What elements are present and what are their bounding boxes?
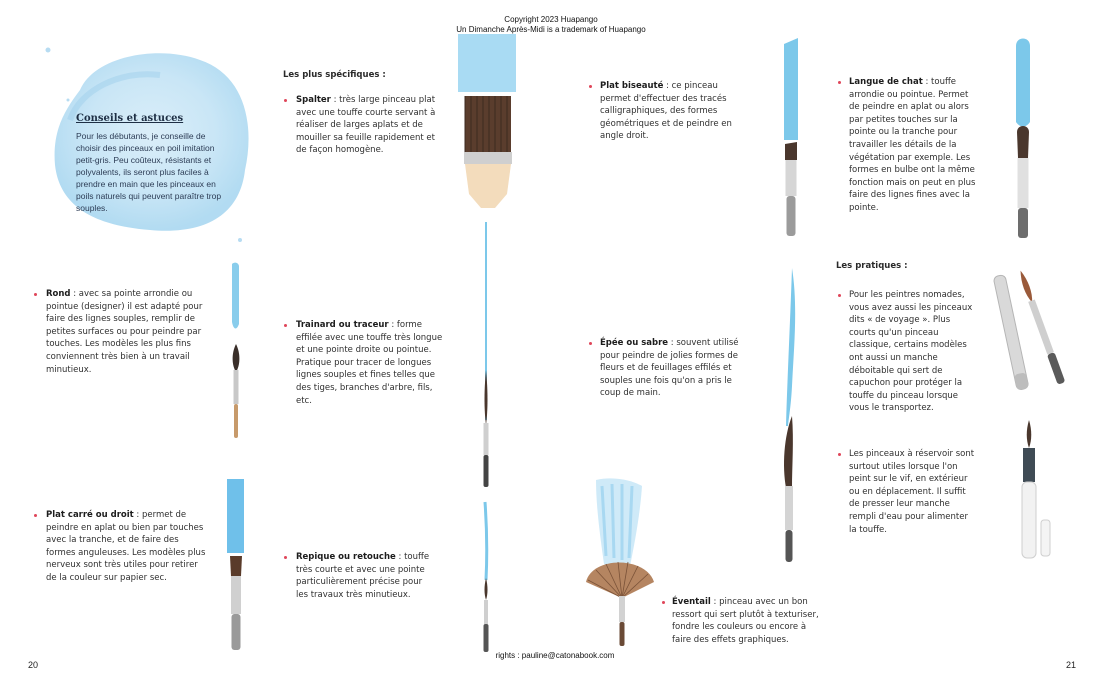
brush-langue-chat-text <box>849 76 977 215</box>
brush-plat-biseaute-name: Plat biseauté <box>600 81 664 91</box>
brush-epee-desc: : souvent utilisé pour peindre de jolies formes de fleurs et de feuillages effilés et souples une fois qu'on a pris le coup de main. <box>600 338 739 399</box>
page-number-left: 20 <box>28 660 39 670</box>
brush-rond-desc: : avec sa pointe arrondie ou pointue (designer) il est adapté pour faire des lignes souples, remplir de petites surfaces ou pour peindre par touches. Les modèles les plus fins conviennent très bien à un travail minutieux. <box>46 289 203 375</box>
brush-epee-name: Épée ou sabre <box>600 338 669 348</box>
page-number-right: 21 <box>1066 660 1077 670</box>
copyright-line: Copyright 2023 Huapango <box>504 15 598 24</box>
brush-plat-carre-name: Plat carré ou droit <box>46 510 134 520</box>
brush-repique-desc: : touffe très courte et avec une pointe particulièrement précise pour les travaux très minutieux. <box>296 552 430 600</box>
bullet-reservoir <box>838 453 841 456</box>
brush-eventail-name: Éventail <box>672 597 711 607</box>
brush-plat-carre-desc: : permet de peindre en aplat ou bien par touches avec la tranche, et de faire des formes anguleuses. Les modèles plus nerveux sont très utiles pour retirer de la couleur sur papier sec. <box>46 510 206 583</box>
brush-trainard-desc: : forme effilée avec une touffe très longue et une pointe droite ou pointue. Pratique pour tracer de longues lignes souples et fines telles que des tiges, branches d'arbre, fils, etc. <box>296 320 443 406</box>
brush-rond-name: Rond <box>46 289 71 299</box>
water-brush-illustration <box>1015 418 1055 562</box>
round-brush-illustration <box>224 262 248 440</box>
trademark-line: Un Dimanche Après-Midi is a trademark of Huapango <box>456 25 646 34</box>
brush-rond-text <box>46 288 206 376</box>
bullet-plat-carre <box>34 514 37 517</box>
tips-body: Pour les débutants, je conseille de choisir des pinceaux en poil imitation petit-gris. Peu coûteux, résistants et polyvalents, ils seront plus faciles à prendre en main que les pinceaux en poils naturels qui peuvent paraître trop souples. <box>76 131 222 213</box>
travel-brush-text: Pour les peintres nomades, vous avez aussi les pinceaux dits « de voyage ». Plus courts qu'un pinceau classique, certains modèles ont aussi un manche déboitable qui sert de capuchon pour protéger la touffe du pinceau lorsque vous le transportez. <box>849 290 973 414</box>
bullet-spalter <box>284 99 287 102</box>
tips-box <box>76 113 226 214</box>
water-brush-text: Les pinceaux à réservoir sont surtout utiles lorsque l'on peint sur le vif, en extérieur ou en déplacement. Il suffit de presser leur manche rempli d'eau pour alimenter la touffe. <box>849 449 975 535</box>
bullet-trainard <box>284 324 287 327</box>
angle-brush-illustration <box>780 36 802 241</box>
brush-spalter-desc: : très large pinceau plat avec une touffe courte servant à réaliser de larges aplats et de mouiller sa feuille rapidement et de façon homogène. <box>296 95 436 156</box>
brush-epee-text <box>600 337 740 400</box>
section-specific-title: Les plus spécifiques : <box>283 70 386 80</box>
brush-eventail-desc: : pinceau avec un bon ressort qui sert plutôt à texturiser, fondre les couleurs ou encore à faire des effets graphiques. <box>672 597 819 645</box>
brush-trainard-name: Trainard ou traceur <box>296 320 389 330</box>
brush-trainard-text <box>296 319 446 407</box>
bullet-voyage <box>838 294 841 297</box>
liner-brush-illustration <box>476 220 496 490</box>
bullet-eventail <box>662 601 665 604</box>
bullet-plat-biseaute <box>589 85 592 88</box>
brush-repique-name: Repique ou retouche <box>296 552 396 562</box>
brush-langue-chat-desc: : touffe arrondie ou pointue. Permet de peindre en aplat ou alors par petites touches sur la pointe ou la tranche pour travailler les détails de la végétation par exemple. Les formes en bulbe ont la même fonction mais on peut en plus faire des lignes fines avec la pointe. <box>849 77 976 213</box>
rights-line: rights : pauline@catonabook.com <box>495 651 615 660</box>
brush-langue-chat-name: Langue de chat <box>849 77 923 87</box>
spalter-brush-illustration <box>455 32 525 210</box>
flat-brush-illustration <box>222 476 252 654</box>
brush-plat-biseaute-text <box>600 80 740 143</box>
travel-brush-illustration <box>995 262 1073 398</box>
brush-spalter-name: Spalter <box>296 95 331 105</box>
brush-plat-carre-text <box>46 509 206 585</box>
bullet-epee <box>589 342 592 345</box>
fan-brush-illustration <box>582 476 658 648</box>
brush-repique-text <box>296 551 436 601</box>
section-practical-title: Les pratiques : <box>836 261 908 271</box>
bullet-langue-chat <box>838 81 841 84</box>
sword-brush-illustration <box>776 266 802 566</box>
bullet-repique <box>284 556 287 559</box>
detail-brush-illustration <box>476 500 496 655</box>
brush-spalter-text <box>296 94 446 157</box>
brush-eventail-text <box>672 596 822 646</box>
bullet-rond <box>34 293 37 296</box>
brush-plat-biseaute-desc: : ce pinceau permet d'effectuer des tracés calligraphiques, des formes géométriques et de peindre en angle droit. <box>600 81 732 142</box>
cat-tongue-brush-illustration <box>1008 34 1038 242</box>
tips-title: Conseils et astuces <box>76 113 184 124</box>
